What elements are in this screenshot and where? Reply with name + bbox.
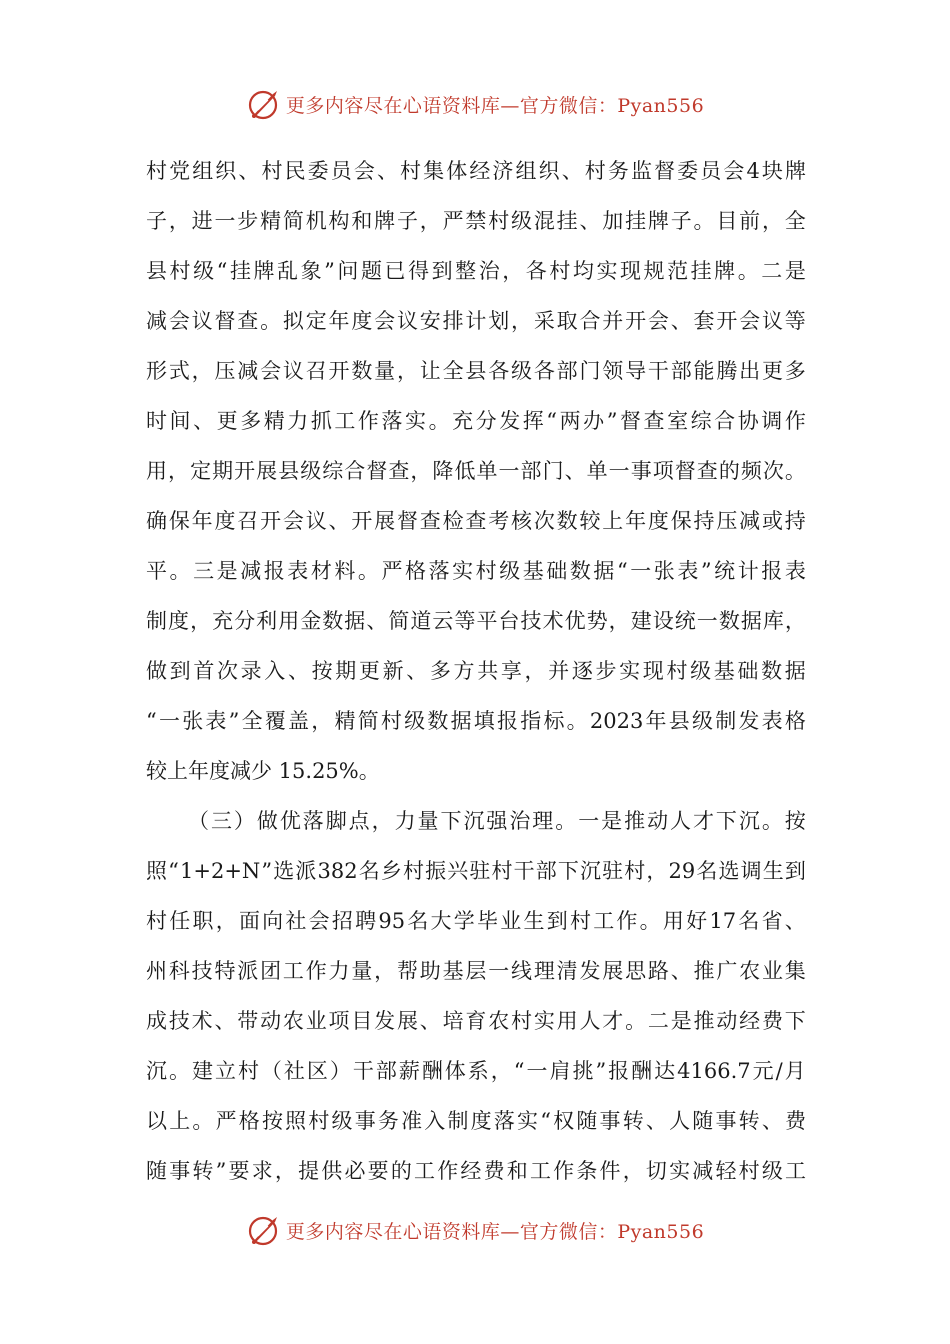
body-text-line: 做 到 首 次 录 入 、 按 期 更 新 、 多 方 共 享 ， 并 逐 步 实 现 村 级 基 础 数 据 xyxy=(146,659,806,683)
body-text-line: 随 事 转 ” 要 求 ， 提 供 必 要 的 工 作 经 费 和 工 作 条 件 ， 切 实 减 轻 村 级 工 xyxy=(146,1159,806,1183)
body-text-line: 以 上 。 严 格 按 照 村 级 事 务 准 入 制 度 落 实 “ 权 随 事 转 、 人 随 事 转 、 费 xyxy=(146,1109,806,1133)
body-text-line: 平 。 三 是 减 报 表 材 料 。 严 格 落 实 村 级 基 础 数 据 “ 一 张 表 ” 统 计 报 表 xyxy=(146,559,806,583)
header-banner xyxy=(0,84,950,124)
quill-pen-logo-icon xyxy=(246,1212,282,1248)
quill-pen-logo-icon xyxy=(246,86,282,122)
body-text-line: 较上年度减少 15.25%。 xyxy=(146,759,380,783)
body-text-line: 照 “ 1+2+N ” 选 派 382 名 乡 村 振 兴 驻 村 干 部 下 沉 驻 村 ， 29 名 选 调 生 到 xyxy=(146,859,806,883)
body-text-line: （ 三 ） 做 优 落 脚 点 ， 力 量 下 沉 强 治 理 。 一 是 推 动 人 才 下 沉 。 按 xyxy=(188,809,806,833)
body-text-line: 州 科 技 特 派 团 工 作 力 量 ， 帮 助 基 层 一 线 理 清 发 展 思 路 、 推 广 农 业 集 xyxy=(146,959,806,983)
body-text-line: 沉 。 建 立 村 （ 社 区 ） 干 部 薪 酬 体 系 ， “ 一 肩 挑 ” 报 酬 达 4166.7 元 / 月 xyxy=(146,1059,806,1083)
body-text-line: 县 村 级 “ 挂 牌 乱 象 ” 问 题 已 得 到 整 治 ， 各 村 均 实 现 规 范 挂 牌 。 二 是 xyxy=(146,259,806,283)
body-text-line: 减 会 议 督 查 。 拟 定 年 度 会 议 安 排 计 划 ， 采 取 合 并 开 会 、 套 开 会 议 等 xyxy=(146,309,806,333)
body-text-line: 形 式 ， 压 减 会 议 召 开 数 量 ， 让 全 县 各 级 各 部 门 领 导 干 部 能 腾 出 更 多 xyxy=(146,359,806,383)
footer-banner-text: 更多内容尽在心语资料库—官方微信：Pyan556 xyxy=(285,1220,705,1243)
body-text-line: 确 保 年 度 召 开 会 议 、 开 展 督 查 检 查 考 核 次 数 较 上 年 度 保 持 压 减 或 持 xyxy=(146,509,806,533)
body-text-line: 时 间 、 更 多 精 力 抓 工 作 落 实 。 充 分 发 挥 “ 两 办 ” 督 查 室 综 合 协 调 作 xyxy=(146,409,806,433)
body-text-line: 子 ， 进 一 步 精 简 机 构 和 牌 子 ， 严 禁 村 级 混 挂 、 加 挂 牌 子 。 目 前 ， 全 xyxy=(146,209,806,233)
footer-banner xyxy=(0,1210,950,1250)
header-banner-text: 更多内容尽在心语资料库—官方微信：Pyan556 xyxy=(285,94,705,117)
body-text-line: 村 任 职 ， 面 向 社 会 招 聘 95 名 大 学 毕 业 生 到 村 工 作 。 用 好 17 名 省 、 xyxy=(146,909,806,933)
body-text-line: 成 技 术 、 带 动 农 业 项 目 发 展 、 培 育 农 村 实 用 人 才 。 二 是 推 动 经 费 下 xyxy=(146,1009,806,1033)
body-text-line: “ 一 张 表 ” 全 覆 盖 ， 精 简 村 级 数 据 填 报 指 标 。 2023 年 县 级 制 发 表 格 xyxy=(146,709,806,733)
document-body xyxy=(146,146,806,1196)
body-text-line: 村 党 组 织 、 村 民 委 员 会 、 村 集 体 经 济 组 织 、 村 务 监 督 委 员 会 4 块 牌 xyxy=(146,159,806,183)
body-text-line: 制 度 ， 充 分 利 用 金 数 据 、 简 道 云 等 平 台 技 术 优 势 ， 建 设 统 一 数 据 库 ， xyxy=(146,609,806,633)
body-text-line: 用 ， 定 期 开 展 县 级 综 合 督 查 ， 降 低 单 一 部 门 、 单 一 事 项 督 查 的 频 次 。 xyxy=(146,459,806,483)
